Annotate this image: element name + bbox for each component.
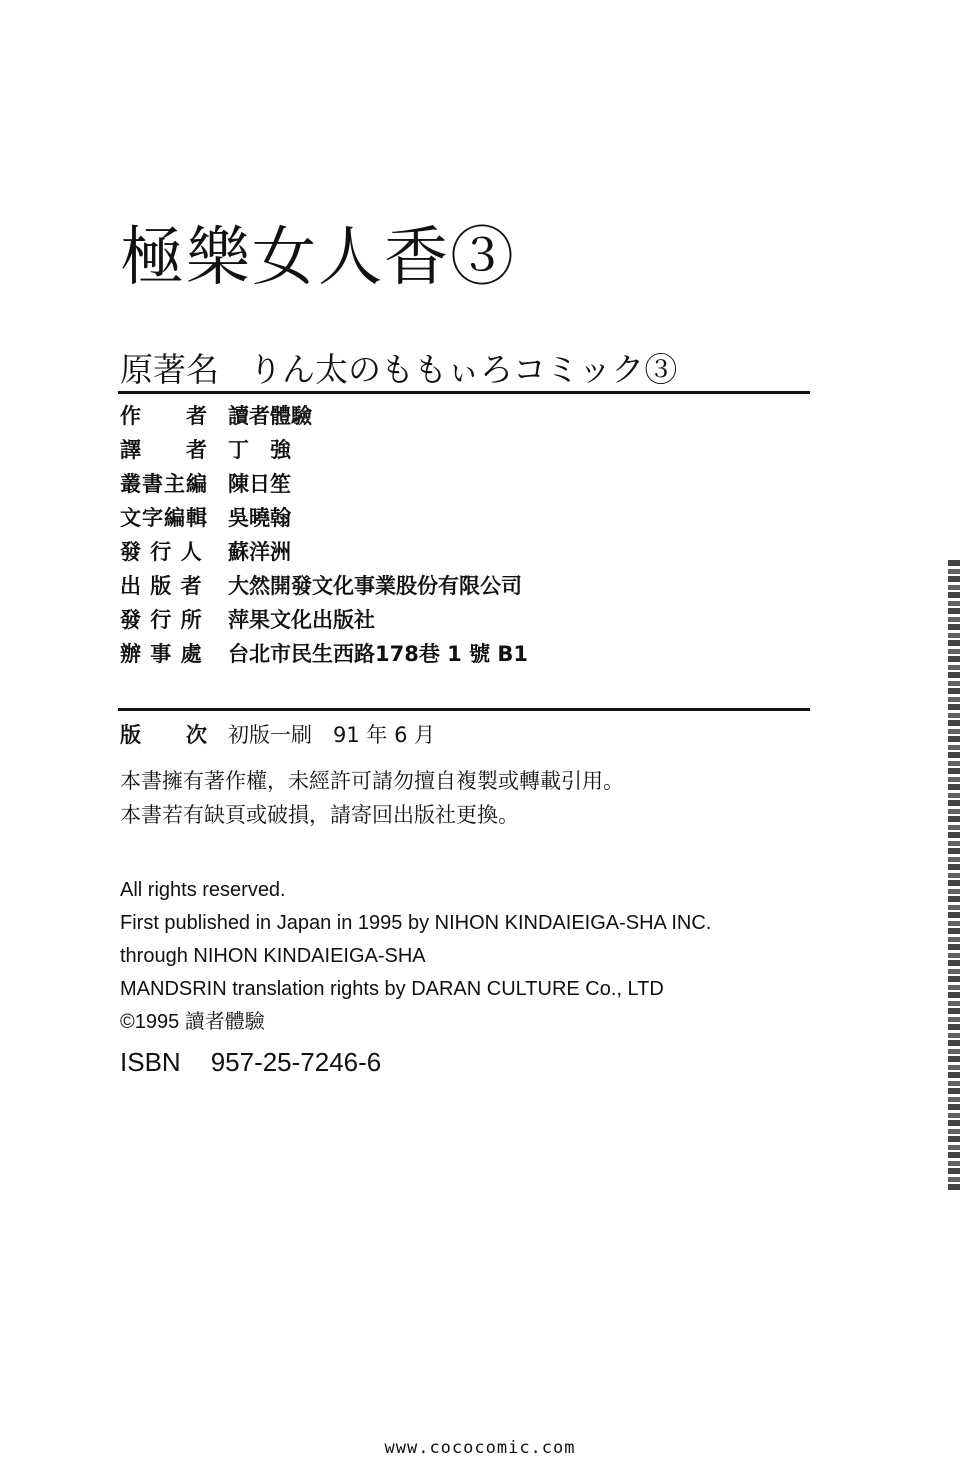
book-title: 極樂女人香③ bbox=[120, 221, 516, 295]
credit-label: 作 者 bbox=[120, 404, 208, 428]
credit-row bbox=[120, 535, 528, 569]
credit-label: 辦 事 處 bbox=[120, 642, 203, 666]
credit-value: 蘇洋洲 bbox=[228, 540, 291, 564]
credit-value: 讀者體驗 bbox=[228, 404, 312, 428]
original-title-value: りん太のももぃろコミック③ bbox=[249, 350, 678, 389]
rights-line: All rights reserved. bbox=[120, 879, 286, 901]
credit-value: 陳日笙 bbox=[228, 472, 291, 496]
middle-divider bbox=[118, 708, 810, 711]
original-title-line bbox=[120, 350, 677, 390]
copyright-notices bbox=[120, 764, 624, 832]
english-rights-block bbox=[120, 874, 711, 1039]
credit-row bbox=[120, 501, 528, 535]
edition-line bbox=[120, 718, 435, 752]
top-divider bbox=[118, 391, 810, 394]
rights-line: First published in Japan in 1995 by NIHON KINDAIEIGA-SHA INC. bbox=[120, 912, 712, 934]
credit-value: 丁 強 bbox=[228, 438, 291, 462]
rights-line: MANDSRIN translation rights by DARAN CULTURE Co., LTD bbox=[120, 978, 664, 1000]
credit-label: 叢書主編 bbox=[120, 472, 208, 496]
credit-label: 譯 者 bbox=[120, 438, 208, 462]
scanned-page-edge bbox=[948, 560, 960, 1190]
watermark-url: www.cococomic.com bbox=[384, 1438, 576, 1458]
credit-label: 出 版 者 bbox=[120, 574, 203, 598]
credit-row bbox=[120, 399, 528, 433]
original-title-label: 原著名 bbox=[120, 350, 219, 389]
credit-value: 萍果文化出版社 bbox=[228, 608, 375, 632]
credit-value: 吳曉翰 bbox=[228, 506, 291, 530]
notice-line: 本書若有缺頁或破損，請寄回出版社更換。 bbox=[120, 803, 519, 827]
credit-label: 發 行 所 bbox=[120, 608, 203, 632]
credit-row bbox=[120, 569, 528, 603]
notice-line: 本書擁有著作權，未經許可請勿擅自複製或轉載引用。 bbox=[120, 769, 624, 793]
edition-value: 初版一刷 91 年 6 月 bbox=[228, 723, 436, 747]
isbn-value: 957-25-7246-6 bbox=[210, 1047, 382, 1077]
rights-line: through NIHON KINDAIEIGA-SHA bbox=[120, 945, 426, 967]
credit-row bbox=[120, 433, 528, 467]
credit-row bbox=[120, 637, 528, 671]
rights-line: ©1995 讀者體驗 bbox=[120, 1011, 265, 1033]
credit-value: 大然開發文化事業股份有限公司 bbox=[228, 574, 522, 598]
credit-label: 文字編輯 bbox=[120, 506, 208, 530]
credit-value: 台北市民生西路178巷 1 號 B1 bbox=[228, 642, 528, 666]
credit-label: 發 行 人 bbox=[120, 540, 203, 564]
credit-row bbox=[120, 467, 528, 501]
credit-row bbox=[120, 603, 528, 637]
credits-list bbox=[120, 399, 528, 671]
isbn-label: ISBN bbox=[120, 1047, 181, 1077]
edition-label: 版 次 bbox=[120, 723, 208, 747]
isbn-line bbox=[120, 1042, 381, 1082]
